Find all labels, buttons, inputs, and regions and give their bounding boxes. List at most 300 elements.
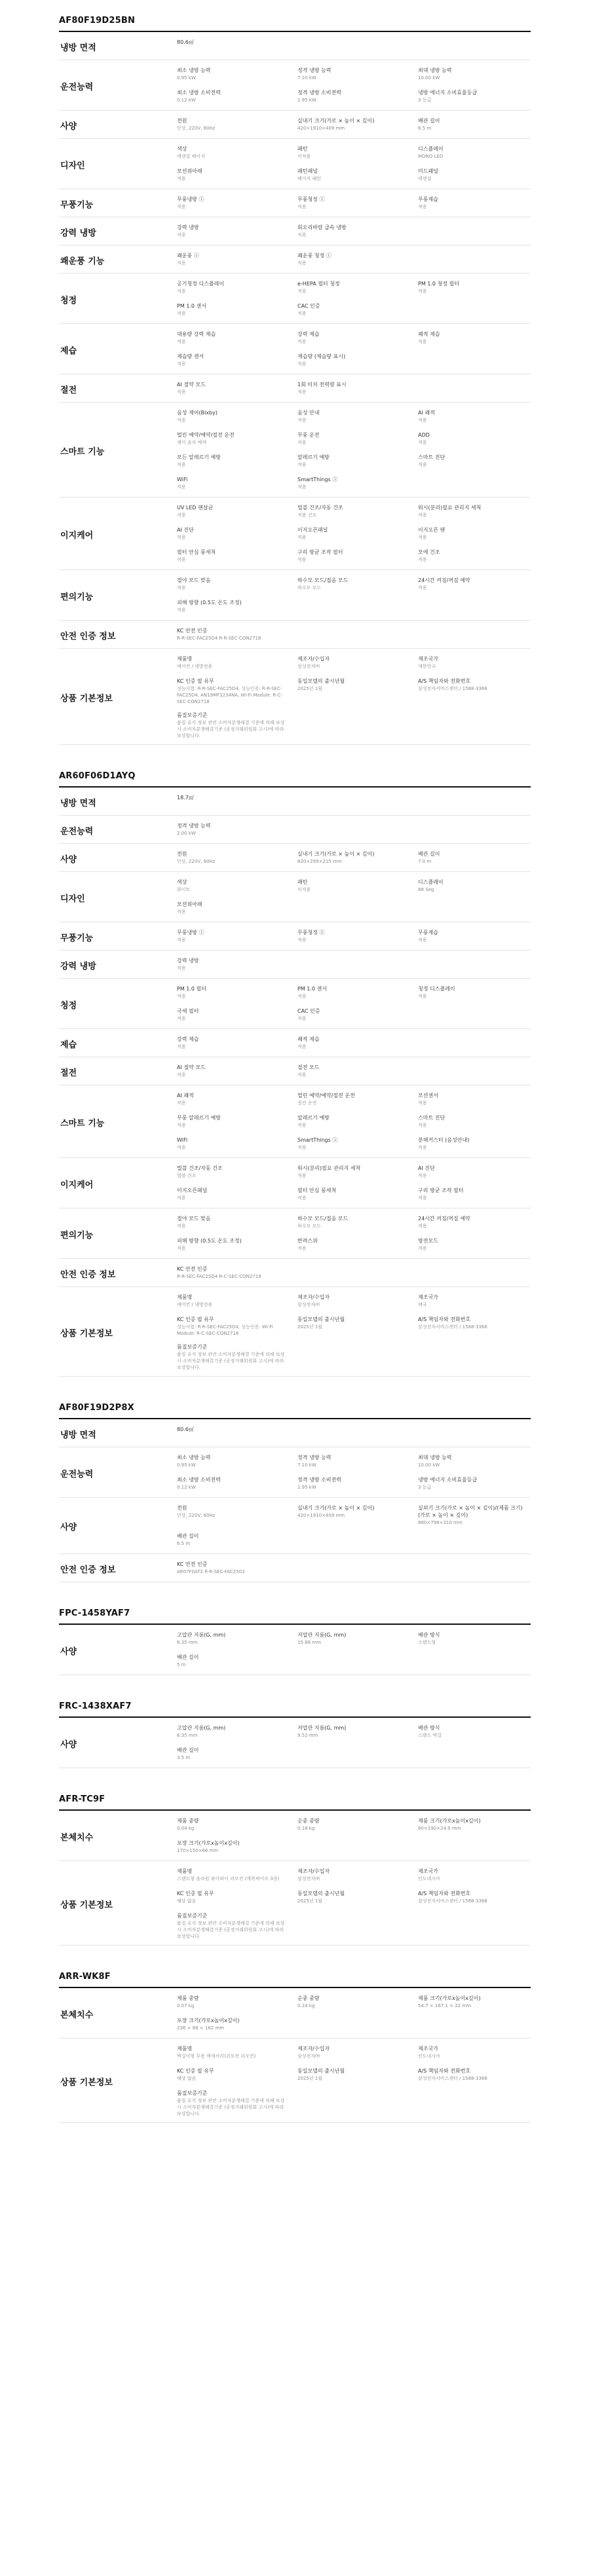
spec-value: 적용 bbox=[177, 176, 186, 181]
spec-item bbox=[418, 1476, 531, 1492]
product-model-title: AFR-TC9F bbox=[59, 1790, 531, 1811]
spec-value: 적용 bbox=[418, 1173, 427, 1178]
spec-label: PM 1.0 센서 bbox=[297, 986, 327, 992]
spec-label: 알레르기 예방 bbox=[297, 454, 330, 460]
spec-item bbox=[177, 1136, 290, 1152]
spec-item bbox=[177, 224, 290, 240]
spec-label: WiFi bbox=[177, 1137, 188, 1143]
spec-value: MONO LED bbox=[418, 154, 444, 159]
spec-label: 80.6㎡ bbox=[177, 1426, 194, 1432]
spec-items bbox=[177, 929, 531, 945]
spec-item bbox=[297, 1007, 410, 1023]
spec-value: 10.00 kW bbox=[418, 1462, 440, 1468]
spec-value: 적용 bbox=[297, 440, 307, 445]
spec-item bbox=[418, 1631, 531, 1647]
spec-item bbox=[418, 1092, 531, 1108]
spec-category: 사양 bbox=[60, 1646, 77, 1657]
spec-item bbox=[297, 1114, 410, 1130]
spec-items bbox=[177, 1165, 531, 1203]
spec-label: 최대 냉방 능력 bbox=[418, 1455, 452, 1460]
spec-value: 벽걸이형 무풍 액세서리(리모컨 리모컨) bbox=[177, 2054, 256, 2059]
spec-label: 배관 길이 bbox=[418, 118, 440, 124]
spec-label: 순중 중량 bbox=[297, 1818, 320, 1824]
spec-page bbox=[0, 12, 589, 2123]
spec-value: 해당 없음 bbox=[177, 2076, 197, 2081]
spec-item bbox=[297, 1064, 410, 1079]
spec-value: 삼성전자㈜ bbox=[297, 664, 320, 669]
spec-value: 적용 bbox=[297, 232, 307, 238]
spec-label: KC 인증 필 유무 bbox=[177, 1891, 214, 1896]
spec-value: 인도네시아 bbox=[418, 2054, 440, 2059]
spec-item bbox=[297, 145, 410, 161]
spec-value: 태국 bbox=[418, 1302, 427, 1307]
spec-label: KC 안전 인증 bbox=[177, 1561, 208, 1567]
spec-value: 0.04 kg bbox=[177, 1826, 195, 1831]
spec-item bbox=[418, 1165, 531, 1180]
spec-label: KC 인증 필 유무 bbox=[177, 1316, 214, 1322]
spec-item bbox=[297, 1316, 410, 1337]
spec-value: 820×299×215 mm bbox=[297, 859, 342, 864]
spec-row bbox=[59, 374, 531, 403]
spec-item bbox=[177, 67, 290, 82]
spec-category: 사양 bbox=[60, 1523, 77, 1533]
spec-value: 적용 bbox=[177, 1016, 186, 1021]
product-model-title: AF80F19D2P8X bbox=[59, 1399, 531, 1419]
spec-label: CAC 인증 bbox=[297, 1008, 320, 1014]
spec-label: 제조국가 bbox=[418, 656, 438, 662]
spec-label: KC 인증 필 유무 bbox=[177, 2068, 214, 2074]
spec-value: 품질 유지 정보 관련 소비자분쟁해결 기준에 의해 보상 시 소비자분쟁해결기준 (공정거래위원회 고시)에 따라 보상합니다. bbox=[177, 1921, 285, 1939]
spec-label: 배관 길이 bbox=[418, 851, 440, 857]
spec-value: 삼성전자서비스센터 / 1588-3366 bbox=[418, 1898, 487, 1904]
spec-value: 적용 bbox=[177, 339, 186, 344]
spec-category: 운전능력 bbox=[60, 1469, 94, 1479]
spec-label: 강력 제습 bbox=[297, 331, 320, 337]
spec-item bbox=[418, 879, 531, 894]
spec-row bbox=[59, 1158, 531, 1208]
spec-category: 사양 bbox=[60, 121, 77, 132]
spec-value: 적용 bbox=[297, 462, 307, 467]
spec-item bbox=[418, 1187, 531, 1203]
spec-value: 적용 건조 bbox=[297, 513, 317, 518]
spec-label: 알레르기 예방 bbox=[297, 1115, 330, 1121]
spec-item bbox=[177, 252, 290, 268]
spec-items bbox=[177, 1092, 531, 1152]
spec-label: 배관 길이 bbox=[177, 1654, 199, 1660]
spec-label: CAC 인증 bbox=[297, 303, 320, 309]
spec-value: 적용 bbox=[177, 418, 186, 423]
spec-item bbox=[177, 1343, 290, 1371]
spec-item bbox=[297, 409, 410, 425]
product-section bbox=[59, 1605, 531, 1675]
spec-category: 이지케어 bbox=[60, 530, 94, 541]
spec-item bbox=[297, 655, 410, 671]
spec-value: 0.12 kW bbox=[177, 1485, 196, 1490]
spec-value: 적용 bbox=[418, 462, 427, 467]
spec-label: 하수모 모드/접음 모드 bbox=[297, 1216, 349, 1222]
spec-item bbox=[177, 1036, 290, 1051]
spec-items bbox=[177, 822, 531, 838]
spec-value: 2025년 1월 bbox=[297, 1324, 323, 1330]
spec-value: 적용 bbox=[418, 204, 427, 209]
spec-item bbox=[297, 353, 410, 369]
spec-label: 고압관 지름(G, mm) bbox=[177, 1632, 226, 1638]
spec-label: 워시(분리)필요 관리지 세척 bbox=[418, 505, 482, 511]
spec-value: 420×1910×409 mm bbox=[297, 126, 345, 131]
spec-value: 적용 bbox=[418, 1246, 427, 1251]
spec-label: 이지오픈패널 bbox=[297, 527, 328, 533]
spec-label: 음성 안내 bbox=[297, 410, 320, 416]
spec-item bbox=[297, 526, 410, 542]
spec-item bbox=[177, 353, 290, 369]
spec-value: 해당 없음 bbox=[177, 1898, 197, 1904]
spec-item bbox=[177, 1237, 290, 1253]
spec-label: 쾌적 제습 bbox=[418, 331, 440, 337]
spec-value: 420×1910×409 mm bbox=[297, 1513, 345, 1518]
spec-value: 에센셜 bbox=[418, 176, 432, 181]
spec-item bbox=[177, 655, 290, 671]
spec-value: 인도네시아 bbox=[418, 1876, 440, 1881]
spec-label: PM 1.0 필터 bbox=[177, 986, 206, 992]
spec-row bbox=[59, 649, 531, 745]
spec-category: 편의기능 bbox=[60, 592, 94, 602]
spec-row bbox=[59, 1811, 531, 1861]
spec-item bbox=[418, 331, 531, 346]
spec-value: 품질 유지 정보 관련 소비자분쟁해결 기준에 의해 보상 시 소비자분쟁해결기준 (공정거래위원회 고시)에 따라 보상합니다. bbox=[177, 2098, 285, 2116]
spec-label: 1회 터치 전력량 표시 bbox=[297, 382, 347, 388]
spec-label: 제조자/수입자 bbox=[297, 1294, 330, 1300]
spec-value: 베이지 패턴 bbox=[297, 176, 322, 181]
spec-items bbox=[177, 504, 531, 564]
spec-item bbox=[418, 2045, 531, 2061]
spec-value: 단상, 220V, 60Hz bbox=[177, 1513, 216, 1518]
spec-item bbox=[418, 678, 531, 705]
spec-item bbox=[297, 1724, 410, 1740]
spec-value: 7.0 m bbox=[418, 859, 432, 864]
spec-row bbox=[59, 324, 531, 374]
spec-label: 디스플레이 bbox=[418, 146, 444, 152]
spec-value: 적용 bbox=[177, 966, 186, 971]
spec-value: 170×150×66 mm bbox=[177, 1848, 219, 1853]
spec-value: 스탠드형 솔라원 와이파이 리모컨 (에폭싸이프 3종) bbox=[177, 1876, 280, 1881]
spec-item bbox=[418, 1454, 531, 1470]
spec-label: 포장 크기(가로x높이x깊이) bbox=[177, 2018, 240, 2023]
spec-item bbox=[297, 381, 410, 397]
spec-category: 냉방 면적 bbox=[60, 43, 96, 53]
spec-category: 안전 인증 정보 bbox=[60, 631, 116, 642]
spec-item bbox=[177, 504, 290, 520]
product-section bbox=[59, 767, 531, 1377]
spec-value: 적용 bbox=[297, 418, 307, 423]
spec-items bbox=[177, 957, 531, 973]
spec-item bbox=[297, 850, 410, 866]
spec-item bbox=[297, 1454, 410, 1470]
spec-item bbox=[177, 1454, 290, 1470]
spec-item bbox=[297, 1036, 410, 1051]
spec-item bbox=[177, 1187, 290, 1203]
spec-value: 삼성전자서비스센터 / 1588-3366 bbox=[418, 686, 487, 691]
spec-value: 멀블 건조 bbox=[177, 1173, 197, 1178]
spec-items bbox=[177, 1817, 531, 1855]
spec-items bbox=[177, 1631, 531, 1669]
product-section bbox=[59, 1790, 531, 1946]
spec-value: 미적용 bbox=[297, 154, 311, 159]
spec-label: 실내기 크기(가로 × 높이 × 깊이) bbox=[297, 1505, 375, 1511]
spec-row bbox=[59, 1988, 531, 2039]
spec-value: 적용 bbox=[418, 1100, 427, 1106]
spec-label: 순중 중량 bbox=[297, 1995, 320, 2001]
spec-label: SmartThings ⓘ bbox=[297, 1137, 338, 1143]
spec-items bbox=[177, 252, 531, 268]
spec-row bbox=[59, 1419, 531, 1447]
spec-item bbox=[177, 1064, 290, 1079]
spec-label: 패턴패널 bbox=[297, 168, 318, 174]
spec-label: 정격 냉방 능력 bbox=[297, 1455, 332, 1460]
spec-value: 0.18 kg bbox=[297, 1826, 315, 1831]
spec-label: 모든 알레르기 예방 bbox=[177, 454, 221, 460]
spec-value: 적용 bbox=[177, 390, 186, 395]
spec-value: 적용 bbox=[177, 204, 186, 209]
spec-label: 저압관 지름(G, mm) bbox=[297, 1725, 347, 1731]
spec-value: 스탠드형 bbox=[418, 1640, 436, 1645]
spec-item bbox=[177, 1840, 290, 1855]
spec-row bbox=[59, 32, 531, 60]
spec-item bbox=[177, 1631, 290, 1647]
spec-item bbox=[418, 1136, 531, 1152]
spec-item bbox=[177, 879, 290, 894]
spec-label: 실외기 크기(가로 × 높이 × 깊이)/(제품 크기) (가로 × 높이 × 깊이) bbox=[418, 1505, 523, 1518]
spec-label: PM 1.0 청정 필터 bbox=[418, 281, 459, 287]
spec-item bbox=[297, 168, 410, 183]
spec-label: 전원 bbox=[177, 851, 187, 857]
spec-label: A/S 책임자와 전화번호 bbox=[418, 678, 471, 684]
spec-value: 적용 bbox=[418, 418, 427, 423]
spec-label: A/S 책임자와 전화번호 bbox=[418, 2068, 471, 2074]
spec-items bbox=[177, 409, 531, 492]
spec-item bbox=[177, 929, 290, 945]
spec-label: 하수모 모드/접음 모드 bbox=[297, 577, 349, 583]
spec-label: 배관 방식 bbox=[418, 1725, 440, 1731]
spec-category: 쾌운풍 기능 bbox=[60, 256, 105, 266]
spec-value: R-R-SEC-FAC25D4 R-R-SEC-CON2718 bbox=[177, 636, 261, 641]
spec-row bbox=[59, 570, 531, 621]
spec-item bbox=[177, 1747, 290, 1762]
spec-value: 9.52 mm bbox=[297, 1733, 318, 1738]
spec-label: 포장 크기(가로x높이x깊이) bbox=[177, 1840, 240, 1846]
spec-value: 6.5 m bbox=[177, 1541, 191, 1546]
spec-category: 무풍기능 bbox=[60, 200, 94, 210]
spec-item bbox=[418, 1868, 531, 1883]
spec-row bbox=[59, 1718, 531, 1768]
spec-value: 적용 bbox=[418, 289, 427, 294]
spec-label: 무풍청정 ⓘ bbox=[297, 196, 325, 202]
spec-value: 적용 bbox=[297, 204, 307, 209]
spec-value: 적용 bbox=[177, 462, 186, 467]
spec-value: 적용 bbox=[418, 1195, 427, 1201]
spec-value: 적용 bbox=[297, 1123, 307, 1128]
spec-label: 최대 냉방 능력 bbox=[418, 67, 452, 73]
spec-category: 스마트 기능 bbox=[60, 446, 105, 457]
spec-item bbox=[418, 1237, 531, 1253]
spec-row bbox=[59, 922, 531, 951]
spec-item bbox=[297, 196, 410, 211]
spec-row bbox=[59, 403, 531, 498]
spec-category: 본체치수 bbox=[60, 1832, 94, 1843]
spec-item bbox=[297, 1165, 410, 1180]
spec-item bbox=[177, 549, 290, 564]
spec-item bbox=[418, 526, 531, 542]
spec-value: 적용 bbox=[177, 608, 186, 613]
spec-items bbox=[177, 67, 531, 105]
spec-items bbox=[177, 224, 531, 240]
spec-row bbox=[59, 274, 531, 324]
spec-value: 스탠드 벽걸 bbox=[418, 1733, 442, 1738]
spec-item bbox=[177, 1316, 290, 1337]
spec-items bbox=[177, 39, 531, 54]
spec-value: 0.95 kW bbox=[177, 1462, 196, 1468]
spec-value: 적용 bbox=[177, 1100, 186, 1106]
spec-items bbox=[177, 331, 531, 369]
spec-label: 회오리바람 급속 냉방 bbox=[297, 225, 347, 230]
spec-item bbox=[418, 1724, 531, 1740]
spec-item bbox=[297, 504, 410, 520]
spec-items bbox=[177, 2045, 531, 2117]
spec-label: 제품 크기(가로x높이x깊이) bbox=[418, 1818, 481, 1824]
spec-item bbox=[177, 526, 290, 542]
spec-label: 제품명 bbox=[177, 2046, 193, 2052]
spec-row bbox=[59, 1029, 531, 1057]
spec-label: 음성 제어(Bixby) bbox=[177, 410, 218, 416]
spec-category: 이지케어 bbox=[60, 1180, 94, 1190]
spec-value: 적용 bbox=[297, 289, 307, 294]
spec-label: 미드패널 bbox=[418, 168, 438, 174]
spec-label: 스마트 진단 bbox=[418, 454, 446, 460]
spec-label: PM 1.0 센서 bbox=[177, 303, 206, 309]
spec-category: 절전 bbox=[60, 1068, 77, 1078]
spec-value: 적용 bbox=[177, 289, 186, 294]
spec-label: 모에 건조 bbox=[418, 549, 440, 555]
spec-value: 적용 bbox=[177, 311, 186, 316]
spec-item bbox=[177, 280, 290, 296]
spec-label: 멀블 건조/자동 건조 bbox=[177, 1165, 223, 1171]
spec-item bbox=[177, 712, 290, 739]
spec-value: 적용 bbox=[177, 1195, 186, 1201]
spec-item bbox=[177, 1007, 290, 1023]
spec-category: 상품 기본정보 bbox=[60, 2077, 113, 2088]
spec-label: 모션센서 bbox=[418, 1093, 438, 1098]
spec-items bbox=[177, 794, 531, 810]
spec-item bbox=[297, 2045, 410, 2061]
spec-value: 88 Seg bbox=[418, 887, 434, 892]
spec-item bbox=[177, 431, 290, 447]
spec-item bbox=[177, 1912, 290, 1940]
spec-row bbox=[59, 1208, 531, 1259]
spec-value: 단상, 220V, 60Hz bbox=[177, 126, 216, 131]
spec-item bbox=[177, 2090, 290, 2117]
product-section bbox=[59, 12, 531, 745]
spec-label: 동일모델의 출시년월 bbox=[297, 678, 345, 684]
product-section bbox=[59, 1399, 531, 1582]
spec-row bbox=[59, 1259, 531, 1287]
spec-value: 2025년 1월 bbox=[297, 1898, 323, 1904]
spec-label: 구리 방균 조작 필터 bbox=[418, 1188, 464, 1193]
spec-value: 6.5 m bbox=[418, 126, 432, 131]
spec-item bbox=[177, 454, 290, 469]
spec-item bbox=[177, 2067, 290, 2083]
spec-item bbox=[177, 1533, 290, 1548]
spec-item bbox=[297, 331, 410, 346]
spec-value: 적용 bbox=[418, 535, 427, 540]
spec-item bbox=[177, 1995, 290, 2010]
spec-label: AI 쾌적 bbox=[177, 1093, 194, 1098]
spec-item bbox=[177, 476, 290, 492]
spec-item bbox=[418, 1504, 531, 1526]
spec-row bbox=[59, 1498, 531, 1554]
product-model-title: FPC-1458YAF7 bbox=[59, 1605, 531, 1625]
spec-label: 최소 냉방 능력 bbox=[177, 1455, 211, 1460]
spec-value: 적용 bbox=[297, 994, 307, 999]
spec-label: 무풍 알레르기 예방 bbox=[177, 1115, 221, 1121]
spec-label: WiFi bbox=[177, 477, 188, 482]
spec-value: 880×798×310 mm bbox=[418, 1520, 463, 1525]
spec-category: 사양 bbox=[60, 854, 77, 865]
spec-value: 적용 bbox=[177, 484, 186, 490]
spec-item bbox=[297, 1817, 410, 1833]
spec-item bbox=[418, 850, 531, 866]
spec-label: 절전 모드 bbox=[297, 1064, 320, 1070]
spec-label: SmartThings ⓘ bbox=[297, 477, 338, 482]
spec-value: 하수모 모드 bbox=[297, 585, 322, 590]
spec-item bbox=[177, 1265, 290, 1281]
spec-value: 성능시험: R-R-SEC-FAC25D4, 성능인증: Wi-Fi Module: R-C-SEC-CON2718 bbox=[177, 1324, 273, 1336]
spec-label: 80.6㎡ bbox=[177, 39, 194, 45]
spec-row bbox=[59, 217, 531, 245]
spec-item bbox=[177, 1294, 290, 1309]
spec-value: 적용 bbox=[418, 440, 427, 445]
spec-item bbox=[177, 822, 290, 838]
spec-row bbox=[59, 60, 531, 111]
spec-value: 삼성전자서비스센터 / 1588-3366 bbox=[418, 2076, 487, 2081]
spec-item bbox=[297, 89, 410, 105]
spec-label: 제조국가 bbox=[418, 1294, 438, 1300]
spec-row bbox=[59, 111, 531, 139]
spec-label: 제조국가 bbox=[418, 2046, 438, 2052]
spec-item bbox=[177, 577, 290, 592]
spec-value: 적용 bbox=[418, 937, 427, 943]
spec-value: 2.00 kW bbox=[177, 831, 196, 836]
spec-item bbox=[297, 302, 410, 318]
spec-value: 적용 bbox=[297, 484, 307, 490]
spec-items bbox=[177, 1426, 531, 1442]
spec-item bbox=[418, 1890, 531, 1906]
spec-label: 품질보증기준 bbox=[177, 1913, 208, 1919]
spec-value: 적용 bbox=[418, 585, 427, 590]
spec-value: 적용 bbox=[297, 1145, 307, 1150]
spec-label: 패턴 bbox=[297, 879, 308, 885]
spec-value: 적용 bbox=[177, 1145, 186, 1150]
spec-item bbox=[297, 1890, 410, 1906]
spec-item bbox=[177, 1114, 290, 1130]
spec-label: KC 안전 인증 bbox=[177, 628, 208, 634]
spec-value: 적용 bbox=[177, 361, 186, 367]
spec-item bbox=[297, 1504, 410, 1526]
spec-item bbox=[418, 1294, 531, 1309]
spec-item bbox=[297, 1215, 410, 1231]
spec-value: 에어컨 / 냉방전용 bbox=[177, 1302, 213, 1307]
spec-label: ADD bbox=[418, 432, 430, 438]
spec-item bbox=[297, 985, 410, 1001]
spec-item bbox=[177, 2045, 290, 2061]
